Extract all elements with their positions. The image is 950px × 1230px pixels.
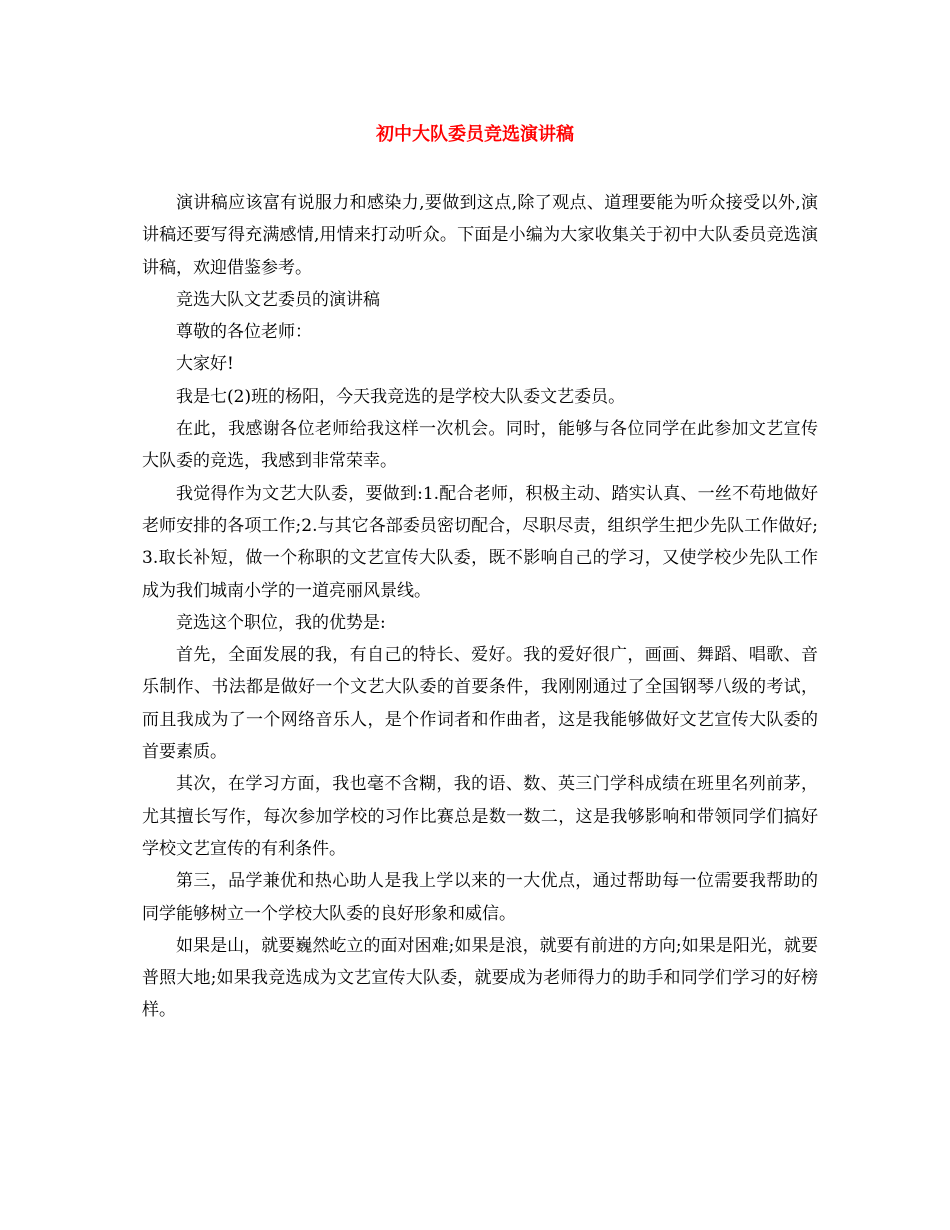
document-body [142, 187, 818, 1027]
paragraph-duties: 我觉得作为文艺大队委，要做到:1.配合老师，积极主动、踏实认真、一丝不苟地做好老师安排的各项工作;2.与其它各部委员密切配合，尽职尽责，组织学生把少先队工作做好;3.取长补短，做一个称职的文艺宣传大队委，既不影响自己的学习，又使学校少先队工作成为我们城南小学的一道亮丽风景线。 [142, 483, 818, 601]
paragraph-self-intro: 我是七(2)班的杨阳，今天我竞选的是学校大队委文艺委员。 [176, 386, 626, 407]
paragraph-thanks: 在此，我感谢各位老师给我这样一次机会。同时，能够与各位同学在此参加文艺宣传大队委的竞选，我感到非常荣幸。 [142, 419, 818, 472]
paragraph-second-advantage: 其次，在学习方面，我也毫不含糊，我的语、数、英三门学科成绩在班里名列前茅，尤其擅长写作，每次参加学校的习作比赛总是数一数二，这是我够影响和带领同学们搞好学校文艺宣传的有利条件。 [142, 774, 818, 859]
document-title: 初中大队委员竞选演讲稿 [376, 124, 574, 145]
paragraph-advantages-heading: 竞选这个职位，我的优势是: [176, 612, 386, 633]
paragraph-third-advantage: 第三，品学兼优和热心助人是我上学以来的一大优点，通过帮助每一位需要我帮助的同学能够树立一个学校大队委的良好形象和威信。 [142, 871, 818, 924]
paragraph-intro: 演讲稿应该富有说服力和感染力,要做到这点,除了观点、道理要能为听众接受以外,演讲稿还要写得充满感情,用情来打动听众。下面是小编为大家收集关于初中大队委员竞选演讲稿，欢迎借鉴参考。 [142, 193, 818, 278]
paragraph-salutation: 尊敬的各位老师： [176, 322, 312, 343]
paragraph-first-advantage: 首先，全面发展的我，有自己的特长、爱好。我的爱好很广，画画、舞蹈、唱歌、音乐制作、书法都是做好一个文艺大队委的首要条件，我刚刚通过了全国钢琴八级的考试，而且我成为了一个网络音乐人，是个作词者和作曲者，这是我能够做好文艺宣传大队委的首要素质。 [142, 645, 818, 763]
paragraph-greeting: 大家好! [176, 354, 234, 375]
paragraph-subtitle: 竞选大队文艺委员的演讲稿 [176, 289, 380, 310]
paragraph-closing: 如果是山，就要巍然屹立的面对困难;如果是浪，就要有前进的方向;如果是阳光，就要普照大地;如果我竞选成为文艺宣传大队委，就要成为老师得力的助手和同学们学习的好榜样。 [142, 935, 818, 1021]
